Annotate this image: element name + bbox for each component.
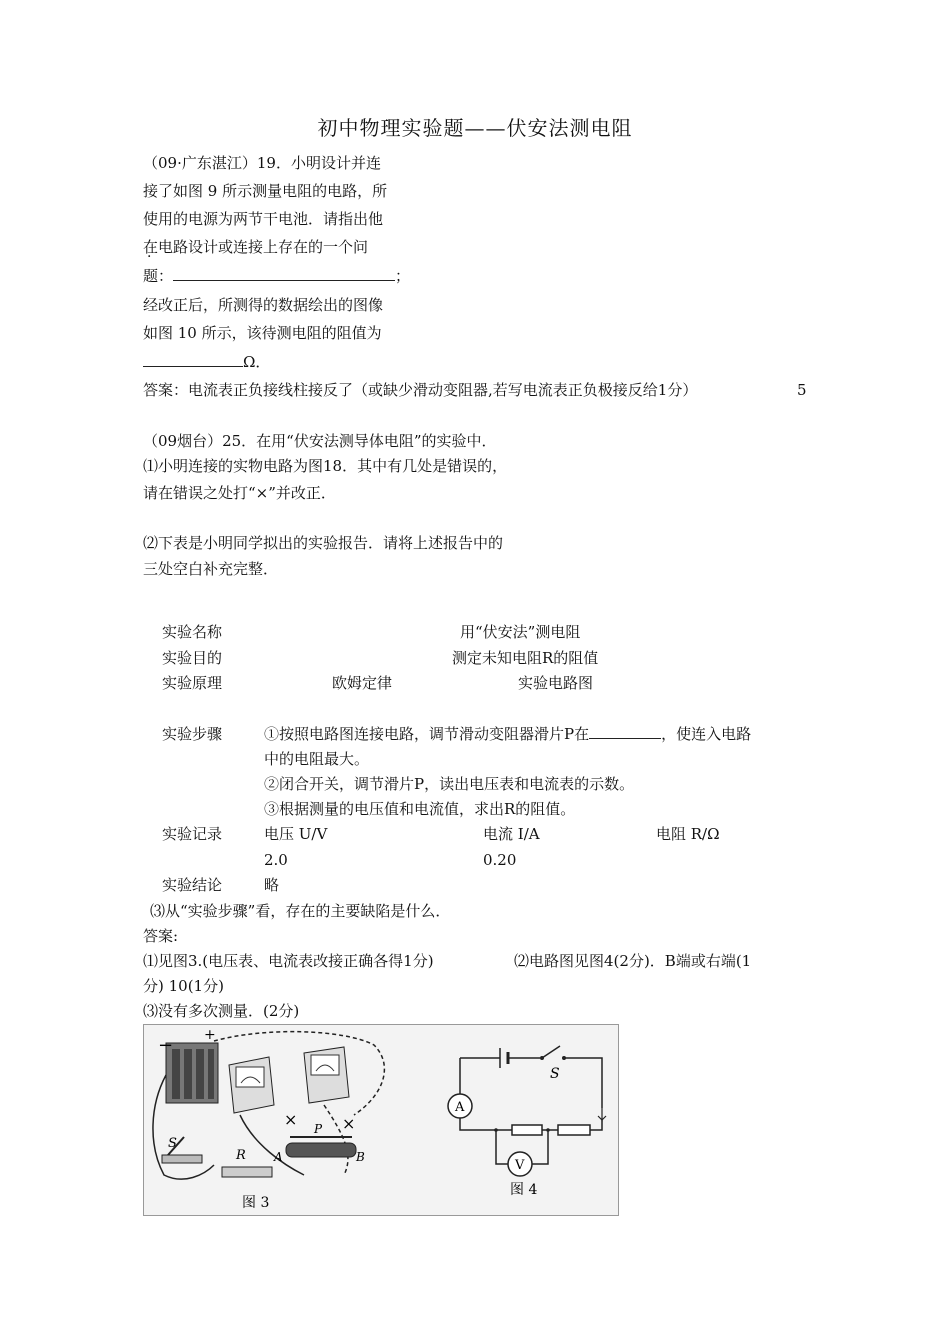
col-resistance: 电阻 R/Ω [656, 825, 720, 843]
switch-label: S [168, 1136, 177, 1151]
q1-line-7: 如图 10 所示，该待测电阻的阻值为 [143, 324, 382, 342]
battery-icon [166, 1043, 218, 1103]
table-principle-value: 欧姆定律 [332, 674, 393, 692]
q2-part2a: ⑵下表是小明同学拟出的实验报告．请将上述报告中的 [143, 534, 504, 552]
rheostat-A-label: A [274, 1150, 283, 1164]
switch-symbol-icon [540, 1046, 566, 1060]
table-step-1b: 中的电阻最大。 [264, 750, 370, 768]
table-name-label: 实验名称 [162, 623, 223, 641]
q2-part1a: ⑴小明连接的实物电路为图18．其中有几处是错误的， [143, 457, 508, 475]
fixed-resistor-symbol-icon [512, 1125, 542, 1135]
rheostat-device-icon [286, 1137, 356, 1157]
step1a-text: ①按照电路图连接电路，调节滑动变阻器滑片P在 [264, 725, 590, 743]
resistor-device-icon [222, 1167, 272, 1177]
ammeter-symbol-label: A [455, 1100, 465, 1115]
voltmeter-device-icon [304, 1047, 349, 1103]
q1-line-1: （09·广东湛江）19．小明设计并连 [143, 154, 381, 172]
q1-line-6: 经改正后，所测得的数据绘出的图像 [143, 296, 384, 314]
q2-header: （09烟台）25．在用“伏安法测导体电阻”的实验中． [143, 432, 497, 450]
q1-line-2: 接了如图 9 所示测量电阻的电路，所 [143, 182, 388, 200]
voltage-value: 2.0 [264, 851, 288, 869]
q1-blank-problem[interactable] [173, 264, 395, 281]
table-steps-label: 实验步骤 [162, 725, 223, 743]
q1-line-8 [143, 349, 270, 375]
table-step-3: ③根据测量的电压值和电流值，求出R的阻值。 [264, 800, 576, 818]
fig4-circuit-schematic [430, 1036, 616, 1204]
q1-answer-value: 5 [797, 381, 807, 399]
q2-answer-label: 答案: [143, 927, 179, 945]
table-record-label: 实验记录 [162, 825, 223, 843]
rheostat-symbol-icon [558, 1108, 606, 1135]
fig3-caption: 图 3 [242, 1195, 270, 1211]
q2-answer-2: ⑶没有多次测量．(2分) [143, 1002, 300, 1020]
resistor-label: R [236, 1148, 246, 1163]
table-conclusion-value: 略 [264, 876, 280, 894]
q1-line-3: 使用的电源为两节干电池．请指出他 [143, 210, 384, 228]
rheostat-B-label: B [356, 1150, 365, 1164]
table-conclusion-label: 实验结论 [162, 876, 223, 894]
q1-line8-suffix: Ω． [243, 353, 271, 371]
q2-answer-1a: ⑴见图3.(电压表、电流表改接正确各得1分) [143, 952, 434, 970]
switch-symbol-label: S [550, 1066, 560, 1082]
q1-line-4: 在电路设计或连接上存在的一个问 · [143, 234, 950, 260]
col-voltage: 电压 U/V [264, 825, 328, 843]
ammeter-device-icon [229, 1057, 274, 1113]
table-name-value: 用“伏安法”测电阻 [460, 623, 581, 641]
q2-answer-1b: ⑵电路图见图4(2分)．B端或右端(1 [514, 952, 752, 970]
step1a-suffix: ，使连入电路 [661, 725, 752, 743]
table-purpose-label: 实验目的 [162, 649, 223, 667]
q1-blank-resistance[interactable] [143, 350, 243, 367]
fig4-caption: 图 4 [510, 1182, 538, 1198]
table-circuit-label: 实验电路图 [518, 674, 594, 692]
battery-minus-label: − [158, 1035, 174, 1056]
q2-part1b: 请在错误之处打“×”并改正． [143, 484, 336, 502]
q2-part2b: 三处空白补充完整． [143, 560, 279, 578]
rheostat-P-label: P [314, 1122, 323, 1136]
current-value: 0.20 [483, 851, 517, 869]
q2-part3: ⑶从“实验步骤”看，存在的主要缺陷是什么． [150, 902, 451, 920]
voltmeter-symbol-label: V [515, 1158, 525, 1173]
q2-answer-1c: 分) 10(1分) [143, 977, 224, 995]
col-current: 电流 I/A [483, 825, 540, 843]
q1-line5-suffix: ； [395, 267, 411, 285]
page-title: 初中物理实验题——伏安法测电阻 [317, 116, 633, 140]
table-purpose-value: 测定未知电阻R的阻值 [452, 649, 599, 667]
table-principle-label: 实验原理 [162, 674, 223, 692]
table-step-1a [264, 721, 751, 747]
step1-blank[interactable] [589, 722, 661, 739]
error-mark-icon: × [342, 1114, 356, 1133]
battery-plus-label: + [204, 1027, 216, 1043]
table-step-2: ②闭合开关，调节滑片P，读出电压表和电流表的示数。 [264, 775, 635, 793]
q1-line-5 [143, 263, 410, 289]
q1-line5-prefix: 题： [143, 267, 174, 285]
error-mark-icon: × [284, 1110, 298, 1129]
q1-answer: 答案：电流表正负接线柱接反了（或缺少滑动变阻器,若写电流表正负极接反给1分） [143, 381, 698, 399]
